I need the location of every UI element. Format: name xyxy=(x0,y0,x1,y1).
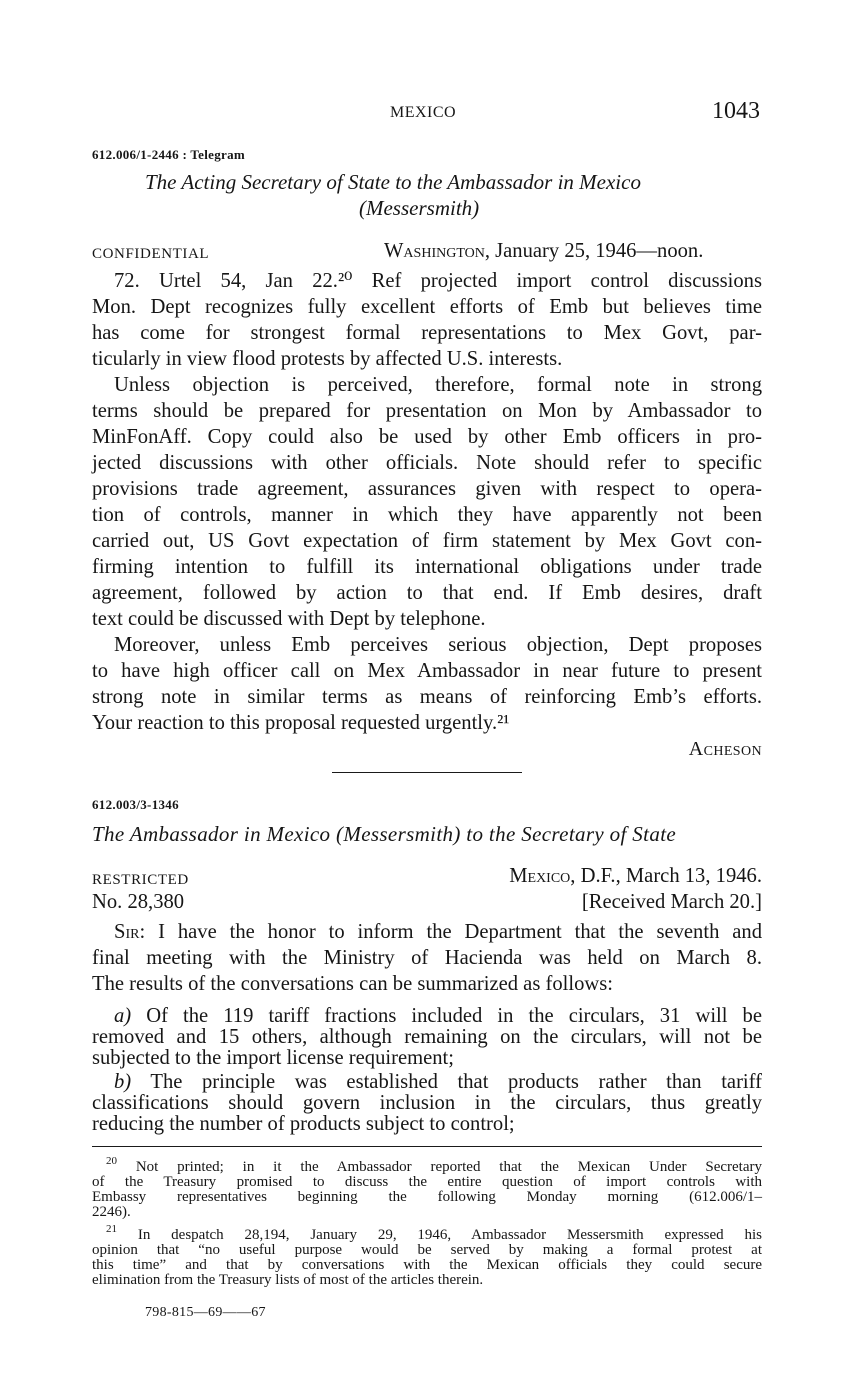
printer-mark: 798-815—69——67 xyxy=(145,1305,266,1320)
doc2-dateline-place: Mexico, xyxy=(509,865,576,887)
doc1-para2-line: MinFonAff. Copy could also be used by other Emb officers in pro- xyxy=(92,426,762,448)
footnote-20-mark: 20 xyxy=(106,1155,117,1167)
doc2-item-a-line: removed and 15 others, although remaining on the circulars, will not be xyxy=(92,1026,762,1048)
doc2-dateline xyxy=(509,865,762,888)
footnote-21-line: elimination from the Treasury lists of most of the articles therein. xyxy=(92,1272,484,1288)
doc1-para2-line: terms should be prepared for presentation on Mon by Ambassador to xyxy=(92,400,762,422)
doc1-para1-line: Mon. Dept recognizes fully excellent efforts of Emb but believes time xyxy=(92,296,762,318)
doc2-classification: RESTRICTED xyxy=(92,872,189,888)
doc1-para3-line: Your reaction to this proposal requested urgently.²¹ xyxy=(92,712,510,734)
doc2-item-b-line: reducing the number of products subject to control; xyxy=(92,1113,515,1135)
doc1-para3 xyxy=(92,632,762,736)
doc1-dateline-place: Washington, xyxy=(384,240,490,262)
doc1-para2-line: Unless objection is perceived, therefore, formal note in strong xyxy=(114,374,762,396)
doc2-intro-line: final meeting with the Ministry of Hacienda was held on March 8. xyxy=(92,947,762,969)
footnote-21-line: opinion that “no useful purpose would be served by making a formal protest at xyxy=(92,1242,762,1258)
doc2-item-a-line: a) Of the 119 tariff fractions included in the circulars, 31 will be xyxy=(114,1005,762,1027)
doc2-received: [Received March 20.] xyxy=(581,891,762,913)
doc1-para2-line: tion of controls, manner in which they have apparently not been xyxy=(92,504,762,526)
doc1-para1-line: has come for strongest formal representations to Mex Govt, par- xyxy=(92,322,762,344)
doc2-item-a-line: subjected to the import license requirement; xyxy=(92,1047,454,1069)
page-number: 1043 xyxy=(712,98,760,124)
doc1-para1-line: ticularly in view flood protests by affected U.S. interests. xyxy=(92,348,563,370)
footnote-21-mark: 21 xyxy=(106,1223,117,1235)
doc2-salutation: Sir xyxy=(114,921,140,943)
doc1-para2-line: provisions trade agreement, assurances given with respect to opera- xyxy=(92,478,762,500)
footnote-20-line: $^{20}$ Not printed; in it the Ambassador reported that the Mexican Under Secretary xyxy=(106,1155,763,1175)
doc1-dateline xyxy=(384,240,703,263)
doc2-intro xyxy=(92,919,762,997)
doc2-item-b-label: b) xyxy=(114,1071,132,1093)
doc1-para1 xyxy=(92,268,762,372)
doc1-para3-line: Moreover, unless Emb perceives serious objection, Dept proposes xyxy=(114,634,762,656)
footnote-21 xyxy=(92,1223,762,1288)
doc1-para1-line: 72. Urtel 54, Jan 22.²⁰ Ref projected import control discussions xyxy=(114,270,762,292)
doc2-dateline-date: D.F., March 13, 1946. xyxy=(580,865,762,887)
doc1-title-line2: (Messersmith) xyxy=(359,196,480,220)
doc1-dateline-date: January 25, 1946—noon. xyxy=(495,240,704,262)
doc2-intro-line: The results of the conversations can be summarized as follows: xyxy=(92,973,613,995)
footnote-21-line: this time” and that by conversations with the Mexican officials they could secure xyxy=(92,1257,762,1273)
doc1-para2-line: text could be discussed with Dept by telephone. xyxy=(92,608,486,630)
doc1-para2-line: agreement, followed by action to that end. If Emb desires, draft xyxy=(92,582,762,604)
footnote-20-line: of the Treasury promised to discuss the entire question of import controls with xyxy=(92,1174,762,1190)
running-title: MEXICO xyxy=(390,104,457,121)
doc1-title-line1: The Acting Secretary of State to the Ambassador in Mexico xyxy=(145,170,641,194)
doc2-item-a-label: a) xyxy=(114,1005,132,1027)
doc2-intro-line: Sir: I have the honor to inform the Department that the seventh and xyxy=(114,921,762,943)
doc1-para2-line: carried out, US Govt expectation of firm statement by Mex Govt con- xyxy=(92,530,762,552)
doc2-file-ref: 612.003/3-1346 xyxy=(92,797,179,812)
doc2-number: No. 28,380 xyxy=(92,891,185,913)
footnote-21-line: $^{21}$ In despatch 28,194, January 29, 1946, Ambassador Messersmith expressed his xyxy=(106,1223,762,1243)
footnote-20 xyxy=(92,1155,763,1220)
doc1-para2-line: firming intention to fulfill its international obligations under trade xyxy=(92,556,762,578)
doc1-signature: Acheson xyxy=(688,738,762,760)
section-divider xyxy=(332,772,522,773)
doc2-item-b xyxy=(92,1072,762,1135)
footnote-20-line: 2246). xyxy=(92,1204,131,1220)
doc1-file-ref: 612.006/1-2446 : Telegram xyxy=(92,147,246,162)
doc2-title: The Ambassador in Mexico (Messersmith) to the Secretary of State xyxy=(92,822,677,846)
doc1-para3-line: strong note in similar terms as means of reinforcing Emb’s efforts. xyxy=(92,686,762,708)
doc2-item-a xyxy=(92,1006,762,1069)
doc1-para2 xyxy=(92,372,762,632)
footnote-20-line: Embassy representatives beginning the following Monday morning (612.006/1– xyxy=(92,1189,762,1205)
doc1-classification: CONFIDENTIAL xyxy=(92,246,210,262)
doc1-para3-line: to have high officer call on Mex Ambassador in near future to present xyxy=(92,660,762,682)
doc1-para2-line: jected discussions with other officials. Note should refer to specific xyxy=(92,452,762,474)
doc2-item-b-line: classifications should govern inclusion in the circulars, thus greatly xyxy=(92,1092,762,1114)
doc2-item-b-line: b) The principle was established that products rather than tariff xyxy=(114,1071,762,1093)
footnote-rule xyxy=(92,1146,762,1147)
